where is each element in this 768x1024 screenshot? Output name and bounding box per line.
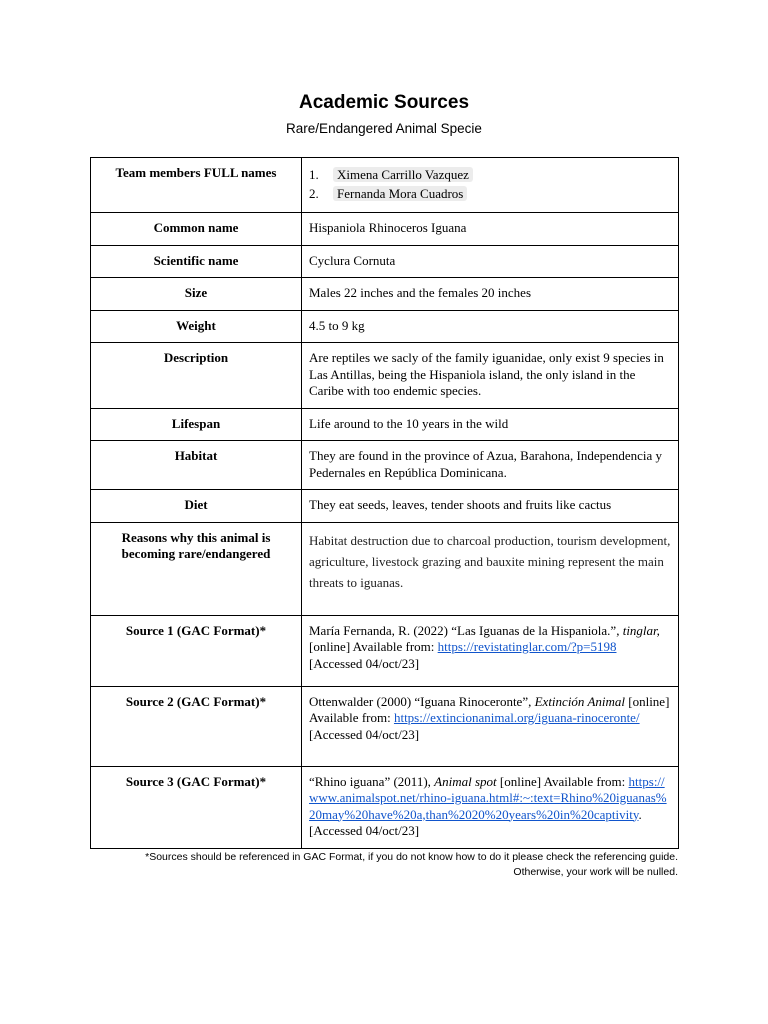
reasons-value: Habitat destruction due to charcoal production, tourism development, agriculture, livestock grazing and bauxite mining represent the main threats to iguanas. bbox=[302, 522, 679, 615]
source-publication: Animal spot bbox=[434, 773, 497, 789]
source-2-label: Source 2 (GAC Format)* bbox=[91, 686, 302, 766]
size-label: Size bbox=[91, 278, 302, 311]
source-1-link[interactable]: https://revistatinglar.com/?p=5198 bbox=[437, 639, 617, 654]
source-text: “Rhino iguana” (2011), bbox=[309, 773, 435, 789]
source-accessed: [Accessed 04/oct/23] bbox=[309, 655, 420, 671]
source-publication: tinglar, bbox=[622, 622, 660, 638]
source-3-value bbox=[302, 766, 679, 848]
source-3-label: Source 3 (GAC Format)* bbox=[91, 766, 302, 848]
table-row-team bbox=[91, 158, 679, 213]
table-row-source-3 bbox=[91, 766, 679, 848]
lifespan-label: Lifespan bbox=[91, 408, 302, 441]
habitat-label: Habitat bbox=[91, 441, 302, 490]
scientific-name-value: Cyclura Cornuta bbox=[302, 245, 679, 278]
diet-label: Diet bbox=[91, 490, 302, 523]
source-text: María Fernanda, R. (2022) “Las Iguanas de la Hispaniola.”, bbox=[309, 622, 623, 638]
footnote-line-2: Otherwise, your work will be nulled. bbox=[513, 866, 678, 878]
source-text: [online] Available from: bbox=[309, 693, 670, 725]
common-name-label: Common name bbox=[91, 213, 302, 246]
scientific-name-label: Scientific name bbox=[91, 245, 302, 278]
table-row-reasons bbox=[91, 522, 679, 615]
team-member-item bbox=[309, 167, 671, 184]
source-accessed: [Accessed 04/oct/23] bbox=[309, 726, 420, 742]
description-value: Are reptiles we sacly of the family iguanidae, only exist 9 species in Las Antillas, being the Hispaniola island, the only island in the Caribe with too endemic species. bbox=[302, 343, 679, 409]
reasons-label: Reasons why this animal is becoming rare/endangered bbox=[91, 522, 302, 615]
team-members-list bbox=[309, 167, 671, 202]
table-row-diet bbox=[91, 490, 679, 523]
source-text: [online] Available from: bbox=[309, 639, 438, 654]
lifespan-value: Life around to the 10 years in the wild bbox=[302, 408, 679, 441]
footnote-line-1: *Sources should be referenced in GAC Format, if you do not know how to do it please check the referencing guide. bbox=[145, 851, 678, 863]
description-label: Description bbox=[91, 343, 302, 409]
list-number: 1. bbox=[309, 167, 319, 182]
table-row-habitat bbox=[91, 441, 679, 490]
team-members-cell bbox=[302, 158, 679, 213]
source-1-value bbox=[302, 615, 679, 686]
page-subtitle: Rare/Endangered Animal Specie bbox=[286, 121, 482, 136]
table-row-source-2 bbox=[91, 686, 679, 766]
weight-label: Weight bbox=[91, 310, 302, 343]
team-label: Team members FULL names bbox=[91, 158, 302, 213]
sources-table bbox=[90, 157, 679, 849]
team-member-item bbox=[309, 185, 671, 203]
table-row-scientific-name bbox=[91, 245, 679, 278]
table-row-weight bbox=[91, 310, 679, 343]
source-2-value bbox=[302, 686, 679, 766]
habitat-value: They are found in the province of Azua, Barahona, Independencia y Pedernales en República Dominicana. bbox=[302, 441, 679, 490]
weight-value: 4.5 to 9 kg bbox=[302, 310, 679, 343]
team-member-name[interactable]: Ximena Carrillo Vazquez bbox=[333, 167, 473, 182]
list-number: 2. bbox=[309, 185, 319, 201]
source-text: Ottenwalder (2000) “Iguana Rinoceronte”, bbox=[309, 693, 535, 709]
table-row-description bbox=[91, 343, 679, 409]
source-3-link[interactable]: https://www.animalspot.net/rhino-iguana.html#:~:text=Rhino%20iguanas%20may%20have%20a,than%2020%20years%20in%20captivity bbox=[309, 773, 667, 822]
table-row-size bbox=[91, 278, 679, 311]
table-row-common-name bbox=[91, 213, 679, 246]
diet-value: They eat seeds, leaves, tender shoots and fruits like cactus bbox=[302, 490, 679, 523]
footnote bbox=[90, 850, 678, 880]
source-1-label: Source 1 (GAC Format)* bbox=[91, 615, 302, 686]
table-row-source-1 bbox=[91, 615, 679, 686]
size-value: Males 22 inches and the females 20 inches bbox=[302, 278, 679, 311]
common-name-value: Hispaniola Rhinoceros Iguana bbox=[302, 213, 679, 246]
source-text: [online] Available from: bbox=[496, 773, 629, 789]
table-row-lifespan bbox=[91, 408, 679, 441]
source-publication: Extinción Animal bbox=[534, 693, 625, 709]
source-2-link[interactable]: https://extincionanimal.org/iguana-rinoceronte/ bbox=[393, 710, 640, 725]
page-title: Academic Sources bbox=[298, 92, 470, 113]
team-member-name[interactable]: Fernanda Mora Cuadros bbox=[333, 186, 467, 201]
source-accessed: . [Accessed 04/oct/23] bbox=[309, 806, 642, 838]
